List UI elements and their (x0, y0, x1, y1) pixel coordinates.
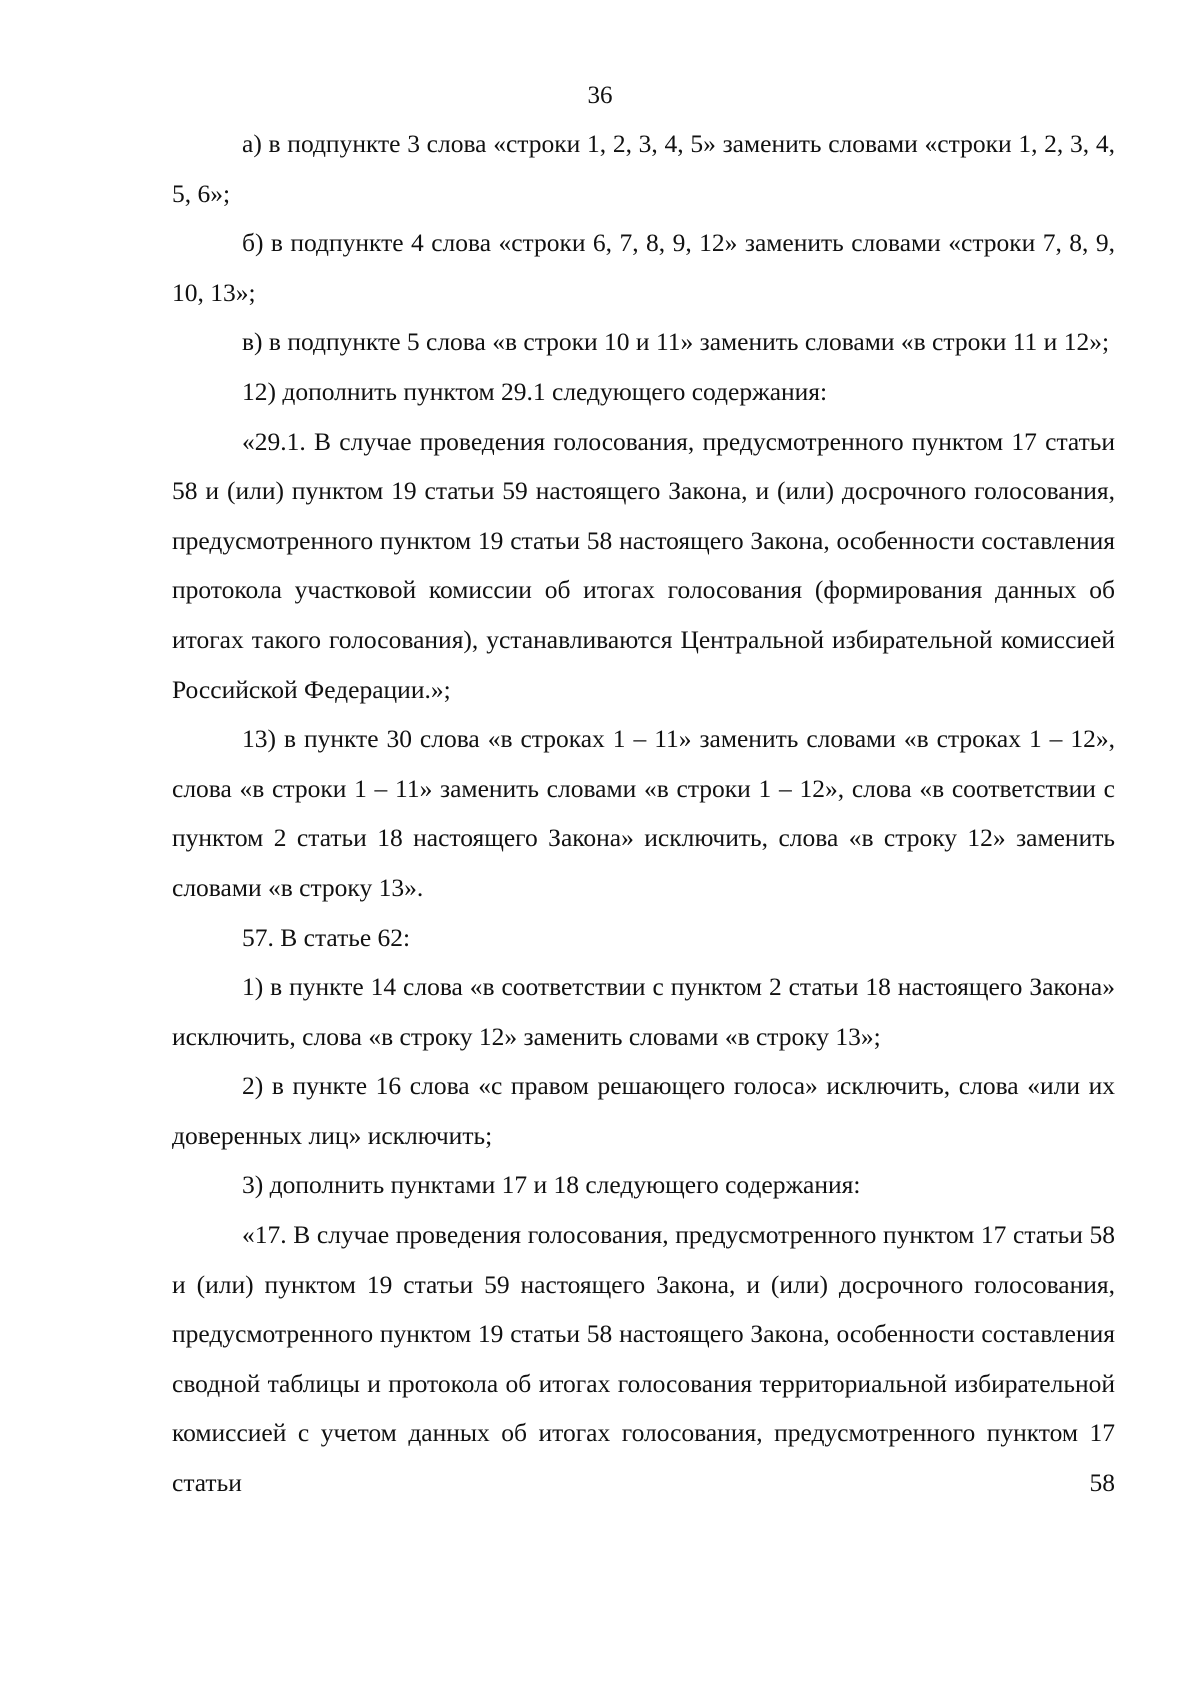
paragraph-a-subitem-3: а) в подпункте 3 слова «строки 1, 2, 3, 4, 5» заменить словами «строки 1, 2, 3, 4, 5, 6»; (172, 129, 1115, 208)
document-body (172, 119, 1115, 1508)
paragraph-article-62-item-3: 3) дополнить пунктами 17 и 18 следующего содержания: (242, 1170, 861, 1200)
paragraph-article-62-item-1: 1) в пункте 14 слова «в соответствии с пунктом 2 статьи 18 настоящего Закона» исключить, слова «в строку 12» заменить словами «в строку 13»; (172, 972, 1115, 1051)
paragraph-article-62-item-2: 2) в пункте 16 слова «с правом решающего голоса» исключить, слова «или их доверенных лиц» исключить; (172, 1071, 1115, 1150)
paragraph-item-29-1-text: «29.1. В случае проведения голосования, предусмотренного пунктом 17 статьи 58 и (или) пунктом 19 статьи 59 настоящего Закона, и (или) досрочного голосования, предусмотренного пунктом 19 статьи 58 настоящего Закона, особенности составления протокола участковой комиссии об итогах голосования (формирования данных об итогах такого голосования), устанавливаются Центральной избирательной комиссией Российской Федерации.»; (172, 426, 1115, 704)
paragraph-item-12: 12) дополнить пунктом 29.1 следующего содержания: (242, 376, 828, 406)
paragraph-b-subitem-4: б) в подпункте 4 слова «строки 6, 7, 8, 9, 12» заменить словами «строки 7, 8, 9, 10, 13»; (172, 228, 1115, 307)
paragraph-item-13: 13) в пункте 30 слова «в строках 1 – 11» заменить словами «в строках 1 – 12», слова «в строки 1 – 11» заменить словами «в строки 1 – 12», слова «в соответствии с пунктом 2 статьи 18 настоящего Закона» исключить, слова «в строку 12» заменить словами «в строку 13». (172, 724, 1115, 902)
paragraph-v-subitem-5: в) в подпункте 5 слова «в строки 10 и 11» заменить словами «в строки 11 и 12»; (242, 327, 1110, 357)
page-number: 36 (587, 82, 613, 109)
paragraph-article-62-heading: 57. В статье 62: (242, 922, 411, 952)
paragraph-item-17-text: «17. В случае проведения голосования, предусмотренного пунктом 17 статьи 58 и (или) пунктом 19 статьи 59 настоящего Закона, и (или) досрочного голосования, предусмотренного пунктом 19 статьи 58 настоящего Закона, особенности составления сводной таблицы и протокола об итогах голосования территориальной избирательной комиссией с учетом данных об итогах голосования, предусмотренного пунктом 17 статьи 58 (172, 1220, 1115, 1498)
